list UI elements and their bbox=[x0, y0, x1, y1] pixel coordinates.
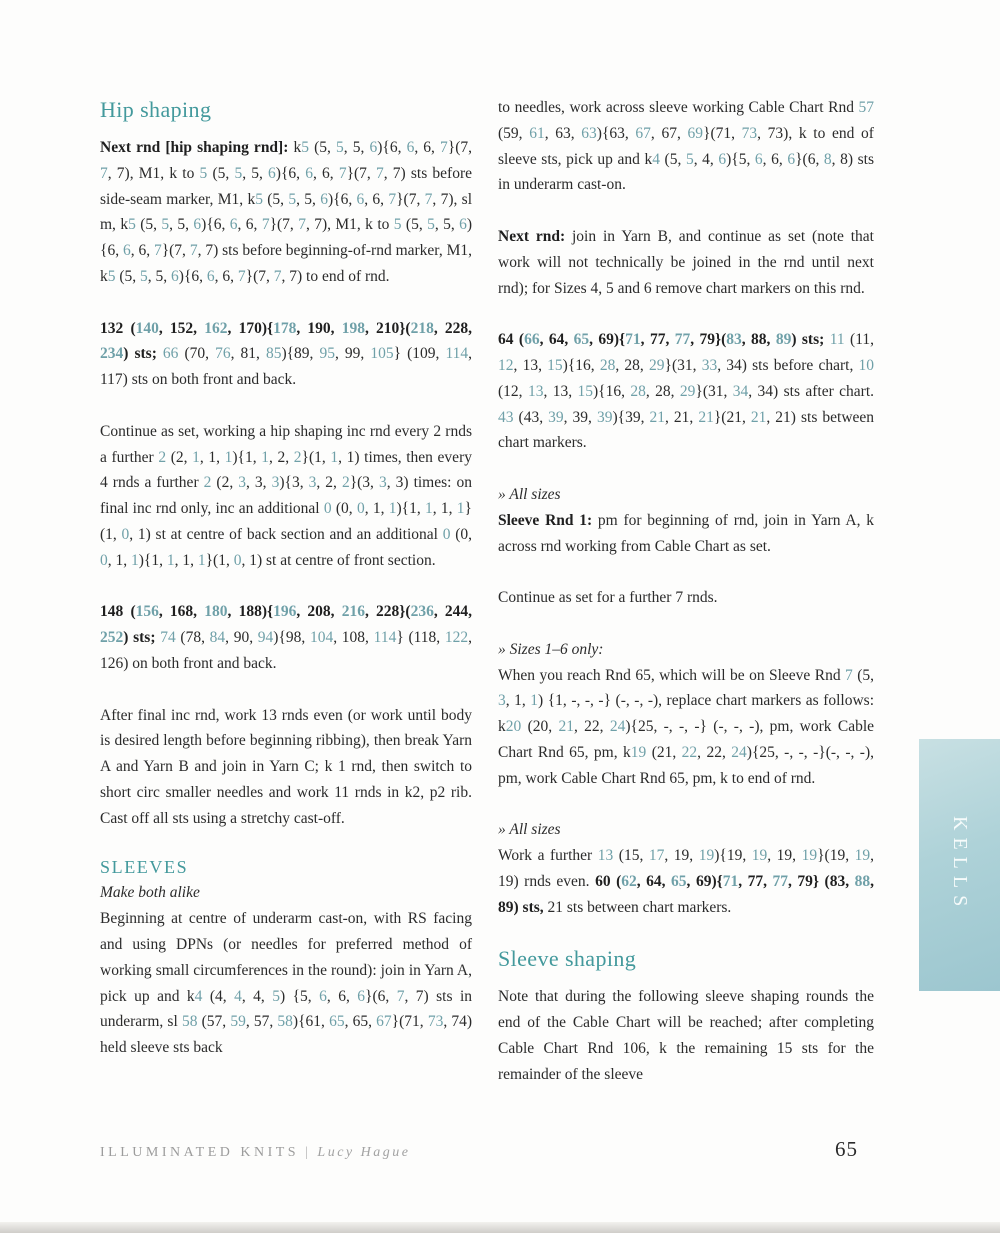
all-sizes-label-2: » All sizes bbox=[498, 821, 561, 839]
sizes-1-6-label: » Sizes 1–6 only: bbox=[498, 640, 604, 658]
make-both-alike-label: Make both alike bbox=[100, 884, 200, 902]
right-column bbox=[498, 95, 874, 1113]
sleeve-beginning-instructions: Beginning at centre of underarm cast-on, with RS facing and using DPNs (or needles for preferred method of working small circumferences in the round): join in Yarn A, pick up and k4 (4, 4, 4, 5) {5, 6, 6, 6}(6, 7, 7) sts in underarm, sl 58 (57, 59, 57, 58){61, 65, 65, 67}(71, 73, 74) held sleeve sts back bbox=[100, 910, 473, 1057]
heading-hip-shaping: Hip shaping bbox=[100, 97, 212, 122]
stitch-count-after-increases: 148 (156, 168, 180, 188){196, 208, 216, 228}(236, 244, 252) sts; 74 (78, 84, 90, 94){98, 104, 108, 114} (118, 122, 126) on both front and back. bbox=[100, 603, 473, 672]
hip-shaping-round-instructions: Next rnd [hip shaping rnd]: k5 (5, 5, 5, 6){6, 6, 6, 7}(7, 7, 7), M1, k to 5 (5, 5, 5, 6){6, 6, 6, 7}(7, 7, 7) sts before side-seam marker, M1, k5 (5, 5, 5, 6){6, 6, 6, 7}(7, 7, 7), sl m, k5 (5, 5, 5, 6){6, 6, 6, 7}(7, 7, 7), M1, k to 5 (5, 5, 5, 6){6, 6, 6, 7}(7, 7, 7) sts before beginning-of-rnd marker, M1, k5 (5, 5, 5, 6){6, 6, 6, 7}(7, 7, 7) to end of rnd. bbox=[100, 139, 473, 285]
author-name: Lucy Hague bbox=[317, 1145, 411, 1160]
all-sizes-label-1: » All sizes bbox=[498, 485, 561, 503]
footer-separator: | bbox=[305, 1145, 312, 1160]
next-rnd-instructions: Next rnd: join in Yarn B, and continue as set (note that work will not technically be joined in the rnd until next rnd); for Sizes 4, 5 and 6 remove chart markers on this rnd. bbox=[498, 227, 874, 297]
heading-sleeve-shaping: Sleeve shaping bbox=[498, 946, 637, 972]
work-further-rnds: Work a further 13 (15, 17, 19, 19){19, 19, 19, 19}(19, 19, 19) rnds even. 60 (62, 64, 65, 69){71, 77, 77, 79} (83, 88, 89) sts, 21 sts between chart markers. bbox=[498, 847, 875, 916]
rnd-65-chart-marker-instructions: When you reach Rnd 65, which will be on Sleeve Rnd 7 (5, 3, 1, 1) {1, -, -, -} (-, -, -), replace chart markers as follows: k20 (20, 21, 22, 24){25, -, -, -} (-, -, -), pm, work Cable Chart Rnd 65, pm, k19 (21, 22, 22, 24){25, -, -, -}(-, -, -), pm, work Cable Chart Rnd 65, pm, k to end of rnd. bbox=[498, 666, 875, 787]
page-bottom-edge bbox=[0, 1222, 1000, 1233]
hip-shaping-continue-instructions: Continue as set, working a hip shaping inc rnd every 2 rnds a further 2 (2, 1, 1, 1){1, 1, 2, 2}(1, 1, 1) times, then every 4 rnds a further 2 (2, 3, 3, 3){3, 3, 2, 2}(3, 3, 3) times: on final inc rnd only, inc an additional 0 (0, 0, 1, 1){1, 1, 1, 1}(1, 0, 1) st at centre of back section and an additional 0 (0, 0, 1, 1){1, 1, 1, 1}(1, 0, 1) st at centre of front section. bbox=[100, 422, 472, 569]
sleeve-continuation-instructions: to needles, work across sleeve working Cable Chart Rnd 57 (59, 61, 63, 63){63, 67, 67, 69}(71, 73, 73), k to end of sleeve sts, pick up and k4 (5, 5, 4, 6){5, 6, 6, 6}(6, 8, 8) sts in underarm cast-on. bbox=[498, 99, 874, 194]
kells-tab-label: KELLS bbox=[949, 816, 971, 914]
sleeve-shaping-note: Note that during the following sleeve shaping rounds the end of the Cable Chart will be reached; after completing Cable Chart Rnd 106, k the remaining 15 sts for the remainder of the sleeve bbox=[498, 988, 874, 1083]
kells-chapter-tab bbox=[919, 739, 1000, 991]
continue-7-rnds: Continue as set for a further 7 rnds. bbox=[498, 589, 718, 607]
after-final-inc-instructions: After final inc rnd, work 13 rnds even (or work until body is desired length before beginning ribbing), then break Yarn A and Yarn B and join in Yarn C; k 1 rnd, then switch to short circ smaller needles and work 11 rnds in k2, p2 rib. Cast off all sts using a stretchy cast-off. bbox=[100, 706, 472, 827]
footer-book-credit bbox=[100, 1145, 410, 1161]
sleeve-rnd-1-instructions: Sleeve Rnd 1: pm for beginning of rnd, join in Yarn A, k across rnd working from Cable Chart as set. bbox=[498, 511, 874, 555]
stitch-count-after-hip-rnd: 132 (140, 152, 162, 170){178, 190, 198, 210}(218, 228, 234) sts; 66 (70, 76, 81, 85){89, 95, 99, 105} (109, 114, 117) sts on both front and back. bbox=[100, 319, 473, 389]
footer bbox=[100, 1137, 858, 1162]
page-number: 65 bbox=[835, 1137, 858, 1161]
book-title: ILLUMINATED KNITS bbox=[100, 1145, 300, 1160]
heading-sleeves: SLEEVES bbox=[100, 857, 189, 878]
sleeve-stitch-counts: 64 (66, 64, 65, 69){71, 77, 77, 79}(83, 88, 89) sts; 11 (11, 12, 13, 15){16, 28, 28, 29}(31, 33, 34) sts before chart, 10 (12, 13, 13, 15){16, 28, 28, 29}(31, 34, 34) sts after chart. 43 (43, 39, 39, 39){39, 21, 21, 21}(21, 21, 21) sts between chart markers. bbox=[498, 331, 875, 452]
left-column bbox=[100, 97, 472, 1087]
